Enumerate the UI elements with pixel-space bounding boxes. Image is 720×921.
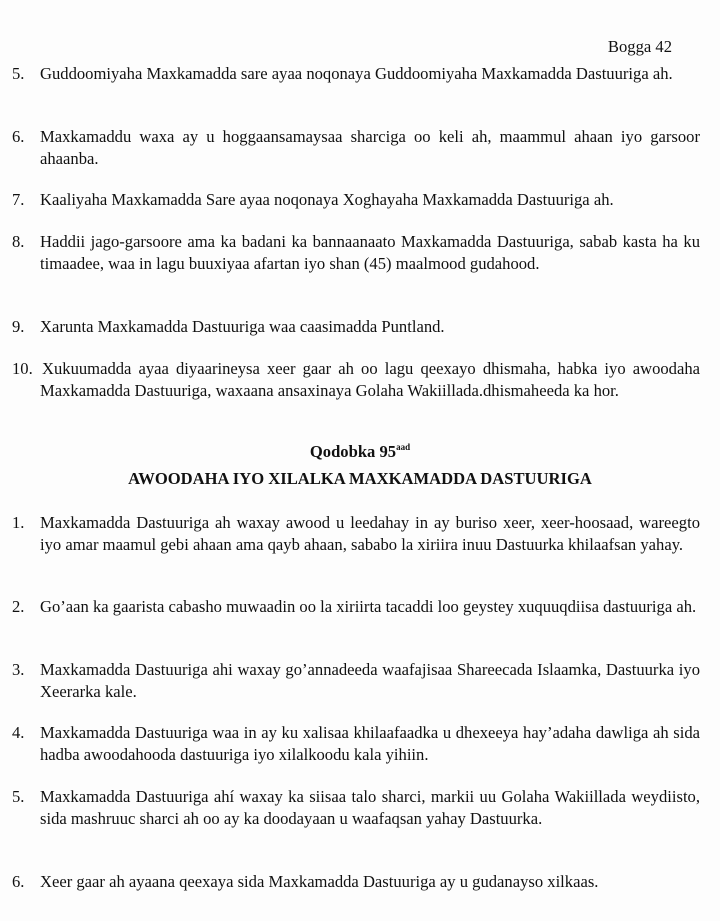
- list-item-text: Kaaliyaha Maxkamadda Sare ayaa noqonaya Xoghayaha Maxkamadda Dastuuriga ah.: [40, 190, 614, 209]
- list-item-number: 3.: [12, 660, 25, 679]
- list-item: [12, 722, 700, 766]
- list-item-number: 7.: [12, 190, 25, 209]
- list-item-text: Xeer gaar ah ayaana qeexaya sida Maxkamadda Dastuuriga ay u gudanayso xilkaas.: [40, 872, 599, 891]
- list-item-text: Xukuumadda ayaa diyaarineysa xeer gaar ah oo lagu qeexayo dhismaha, habka iyo awoodaha Maxkamadda Dastuuriga, waxaana ansaxinaya Golaha Wakiillada.dhismaheeda ka hor.: [40, 359, 700, 400]
- list-item: [12, 316, 700, 338]
- list-item: [12, 126, 700, 170]
- list-item-text: Maxkamadda Dastuuriga ah waxay awood u leedahay in ay buriso xeer, xeer-hoosaad, wareegto iyo amar maamul gebi ahaan ama qayb ahaan, sababo la xiriira inuu Dastuurka khilaafsan yahay.: [40, 513, 700, 554]
- list-item: [12, 358, 700, 402]
- list-item-number: 1.: [12, 513, 25, 532]
- list-item: [12, 871, 700, 893]
- list-item: [12, 786, 700, 830]
- list-item-number: 2.: [12, 597, 25, 616]
- list-item: [12, 596, 700, 618]
- list-item-text: Guddoomiyaha Maxkamadda sare ayaa noqonaya Guddoomiyaha Maxkamadda Dastuuriga ah.: [40, 64, 673, 83]
- article-title-text: Qodobka 95: [309, 442, 397, 461]
- list-item: [12, 659, 700, 703]
- list-item-number: 9.: [12, 317, 25, 336]
- list-item-text: Maxkamadda Dastuuriga ahi waxay go’annadeeda waafajisaa Shareecada Islaamka, Dastuurka iyo Xeerarka kale.: [40, 660, 700, 701]
- list-item-text: Go’aan ka gaarista cabasho muwaadin oo la xiriirta tacaddi loo geystey xuquuqdiisa dastuuriga ah.: [40, 597, 697, 616]
- list-item-number: 5.: [12, 64, 25, 83]
- list-item-text: Xarunta Maxkamadda Dastuuriga waa caasimadda Puntland.: [40, 317, 445, 336]
- page-number: Bogga 42: [607, 37, 672, 56]
- list-item: [12, 231, 700, 275]
- list-item: [12, 63, 700, 85]
- list-item-text: Maxkamaddu waxa ay u hoggaansamaysaa sharciga oo keli ah, maammul ahaan iyo garsoor ahaanba.: [40, 127, 700, 168]
- article-title-superscript: aad: [396, 442, 411, 452]
- list-item-number: 4.: [12, 723, 25, 742]
- list-item-number: 6.: [12, 872, 25, 891]
- list-item-number: 8.: [12, 232, 25, 251]
- list-item-text: Maxkamadda Dastuuriga waa in ay ku xalisaa khilaafaadka u dhexeeya hay’adaha dawliga ah sida hadba awoodahooda dastuuriga iyo xilalkoodu kala yihiin.: [40, 723, 700, 764]
- list-item: [12, 512, 700, 556]
- list-item-number: 5.: [12, 787, 25, 806]
- list-item-number: 10.: [12, 359, 33, 378]
- article-title: [0, 441, 720, 463]
- list-item-text: Haddii jago-garsoore ama ka badani ka bannaanaato Maxkamadda Dastuuriga, sabab kasta ha ku timaadee, waa in lagu buuxiyaa afartan iyo shan (45) maalmood gudahood.: [40, 232, 700, 273]
- article-heading: AWOODAHA IYO XILALKA MAXKAMADDA DASTUURIGA: [128, 469, 592, 488]
- list-item: [12, 189, 700, 211]
- list-item-number: 6.: [12, 127, 25, 146]
- list-item-text: Maxkamadda Dastuuriga ahí waxay ka siisaa talo sharci, markii uu Golaha Wakiillada weydiisto, sida mashruuc sharci ah oo ay ka doodayaan u waafaqsan yahay Dastuurka.: [40, 787, 700, 828]
